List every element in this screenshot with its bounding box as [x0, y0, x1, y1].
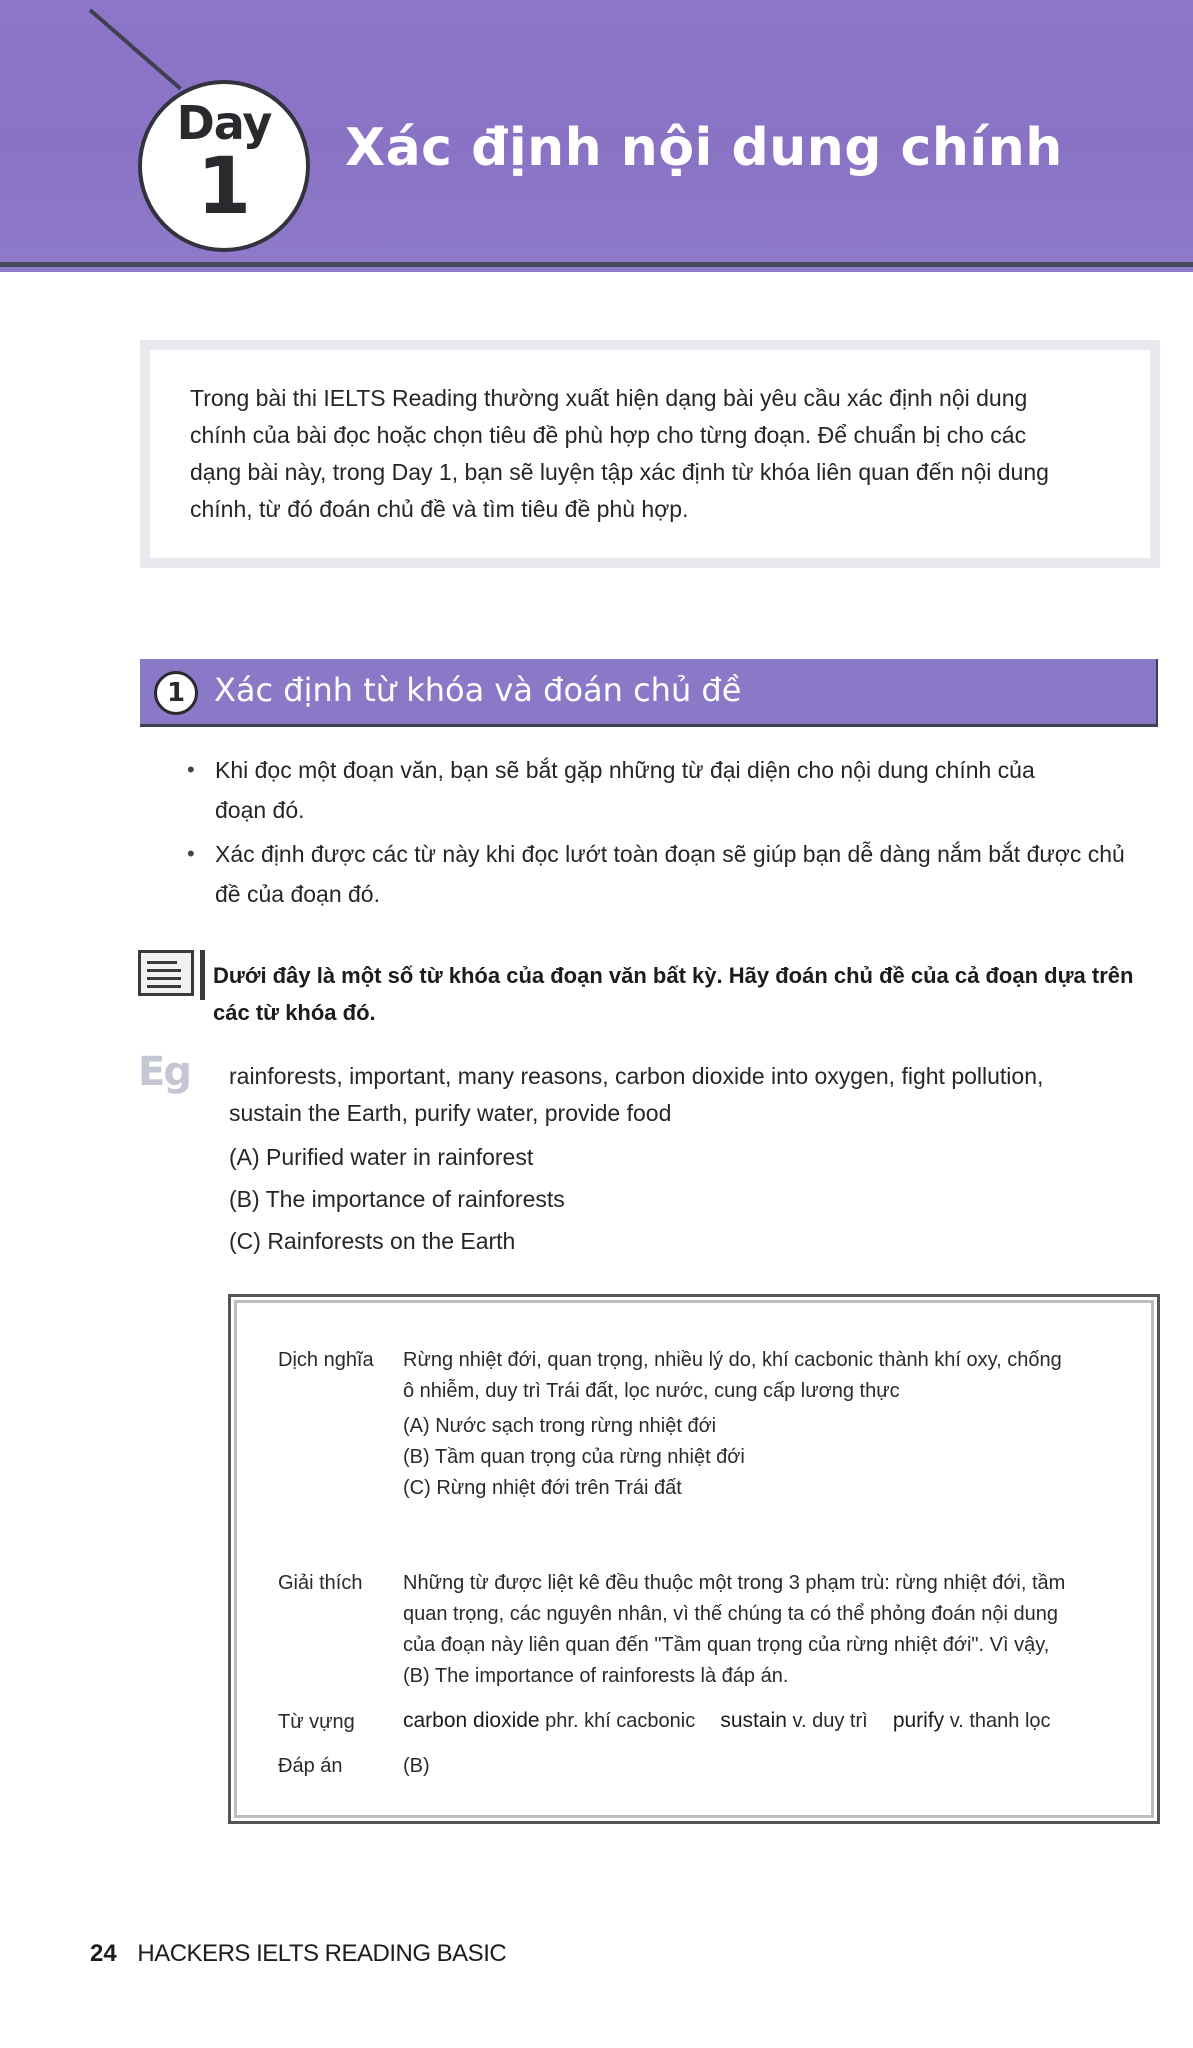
header-divider [0, 262, 1193, 267]
example-option-a: (A) Purified water in rainforest [229, 1144, 534, 1170]
bullet-line: Khi đọc một đoạn văn, bạn sẽ bắt gặp những từ đại diện cho nội dung chính của [215, 757, 1035, 783]
answer-box [228, 1294, 1160, 1824]
bullet-item [185, 834, 1160, 914]
vocab-def: v. thanh lọc [949, 1710, 1051, 1732]
translation-content [403, 1345, 1123, 1504]
answer-label: Đáp án [278, 1755, 343, 1777]
translation-option-a: (A) Nước sạch trong rừng nhiệt đới [403, 1415, 717, 1437]
vocab-term: carbon dioxide [403, 1709, 540, 1732]
translation-option-b: (B) Tầm quan trọng của rừng nhiệt đới [403, 1446, 745, 1468]
vocabulary-label: Từ vựng [278, 1711, 355, 1733]
intro-line: dạng bài này, trong Day 1, bạn sẽ luyện tập xác định từ khóa liên quan đến nội dung [190, 459, 1049, 485]
example-icon: Eg [138, 1049, 190, 1095]
page-number: 24 [90, 1940, 117, 1967]
task-instruction [213, 957, 1163, 1031]
book-title: HACKERS IELTS READING BASIC [137, 1940, 507, 1967]
intro-line: Trong bài thi IELTS Reading thường xuất hiện dạng bài yêu cầu xác định nội dung [190, 385, 1028, 411]
explanation-line: (B) The importance of rainforests là đáp án. [403, 1665, 789, 1687]
task-line: các từ khóa đó. [213, 1000, 376, 1025]
task-line: Dưới đây là một số từ khóa của đoạn văn bất kỳ. Hãy đoán chủ đề của cả đoạn dựa trên [213, 963, 1134, 988]
intro-line: chính, từ đó đoán chủ đề và tìm tiêu đề phù hợp. [190, 496, 689, 522]
day-badge-number: 1 [196, 142, 252, 232]
section-title: Xác định từ khóa và đoán chủ đề [214, 671, 742, 709]
bullet-list [185, 750, 1160, 914]
section-number-badge: 1 [154, 671, 198, 715]
example-keywords-line: rainforests, important, many reasons, carbon dioxide into oxygen, fight pollution, [229, 1063, 1044, 1089]
bullet-item [185, 750, 1160, 830]
example-block [229, 1058, 1161, 1262]
vocab-term: purify [892, 1709, 945, 1732]
example-keywords-line: sustain the Earth, purify water, provide food [229, 1100, 672, 1126]
intro-box [140, 340, 1160, 568]
vocab-term: sustain [720, 1709, 787, 1732]
example-option-c: (C) Rainforests on the Earth [229, 1228, 516, 1254]
translation-line: Rừng nhiệt đới, quan trọng, nhiều lý do, khí cacbonic thành khí oxy, chống [403, 1349, 1062, 1371]
vocabulary-list [403, 1709, 1051, 1733]
explanation-line: quan trọng, các nguyên nhân, vì thế chúng ta có thể phỏng đoán nội dung [403, 1603, 1058, 1625]
notebook-icon [138, 950, 194, 996]
day-badge-label: Day [176, 96, 272, 150]
vocab-def: phr. khí cacbonic [545, 1710, 696, 1732]
translation-line: ô nhiễm, duy trì Trái đất, lọc nước, cung cấp lương thực [403, 1380, 900, 1402]
section-heading-bar [140, 659, 1158, 727]
explanation-label: Giải thích [278, 1572, 363, 1594]
explanation-line: của đoạn này liên quan đến "Tầm quan trọng của rừng nhiệt đới". Vì vậy, [403, 1634, 1050, 1656]
translation-label: Dịch nghĩa [278, 1349, 374, 1371]
chapter-title: Xác định nội dung chính [345, 118, 1063, 178]
intro-line: chính của bài đọc hoặc chọn tiêu đề phù hợp cho từng đoạn. Để chuẩn bị cho các [190, 422, 1027, 448]
bullet-line: đoạn đó. [215, 797, 305, 823]
bullet-dot-icon: • [187, 841, 195, 866]
bullet-dot-icon: • [187, 757, 195, 782]
example-option-b: (B) The importance of rainforests [229, 1186, 565, 1212]
explanation-content [403, 1568, 1123, 1692]
vocab-def: v. duy trì [792, 1710, 868, 1732]
day-badge [138, 80, 310, 252]
translation-option-c: (C) Rừng nhiệt đới trên Trái đất [403, 1477, 682, 1499]
explanation-line: Những từ được liệt kê đều thuộc một trong 3 phạm trù: rừng nhiệt đới, tầm [403, 1572, 1066, 1594]
answer-value: (B) [403, 1755, 430, 1777]
page-footer [90, 1940, 506, 1968]
bullet-line: đề của đoạn đó. [215, 881, 380, 907]
bullet-line: Xác định được các từ này khi đọc lướt toàn đoạn sẽ giúp bạn dễ dàng nắm bắt được chủ [215, 841, 1125, 867]
